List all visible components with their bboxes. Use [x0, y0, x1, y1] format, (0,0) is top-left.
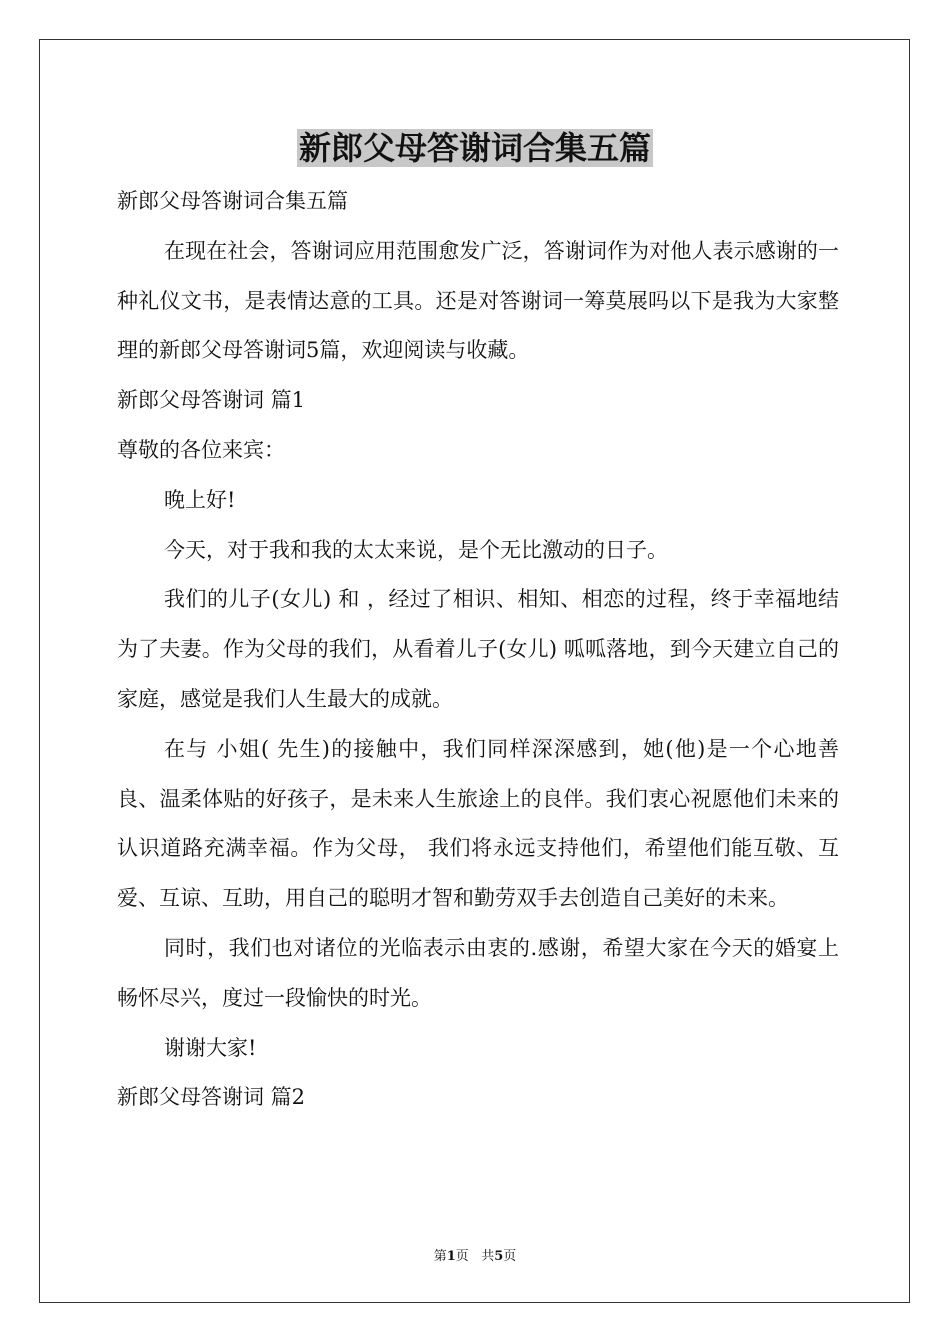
document-body — [117, 177, 839, 1123]
total-pages: 5 — [494, 1249, 504, 1264]
paragraph: 新郎父母答谢词合集五篇 — [117, 189, 348, 213]
paragraph: 新郎父母答谢词 篇1 — [117, 388, 306, 413]
page-footer — [0, 1248, 950, 1266]
total-label-prefix: 共 — [481, 1249, 495, 1264]
paragraph: 在与 小姐( 先生)的接触中，我们同样深深感到，她(他)是一个心地善良、温柔体贴的好孩子，是未来人生旅途上的良伴。我们衷心祝愿他们未来的认识道路充满幸福。作为父母， 我们将永远支持他们，希望他们能互敬、互爱、互谅、互助，用自己的聪明才智和勤劳双手去创造自己美好的未来。 — [117, 736, 839, 911]
paragraph: 尊敬的各位来宾： — [117, 437, 285, 462]
paragraph: 晚上好! — [164, 487, 236, 512]
document-title — [0, 124, 950, 172]
total-label-suffix: 页 — [503, 1249, 517, 1264]
paragraph: 谢谢大家! — [164, 1035, 257, 1060]
paragraph: 新郎父母答谢词 篇2 — [117, 1085, 306, 1110]
page-number: 1 — [446, 1249, 456, 1264]
paragraph: 同时，我们也对诸位的光临表示由衷的.感谢，希望大家在今天的婚宴上畅怀尽兴，度过一段愉快的时光。 — [117, 935, 839, 1010]
paragraph: 在现在社会，答谢词应用范围愈发广泛，答谢词作为对他人表示感谢的一种礼仪文书，是表情达意的工具。还是对答谢词一筹莫展吗以下是我为大家整理的新郎父母答谢词5篇，欢迎阅读与收藏。 — [117, 238, 839, 363]
document-title-text: 新郎父母答谢词合集五篇 — [298, 129, 651, 167]
page-label-prefix: 第 — [433, 1249, 447, 1264]
paragraph: 我们的儿子(女儿) 和 ，经过了相识、相知、相恋的过程，终于幸福地结为了夫妻。作为父母的我们，从看着儿子(女儿) 呱呱落地，到今天建立自己的家庭，感觉是我们人生最大的成就。 — [117, 587, 839, 711]
paragraph: 今天，对于我和我的太太来说，是个无比激动的日子。 — [164, 537, 668, 562]
page-label-suffix: 页 — [455, 1249, 469, 1264]
